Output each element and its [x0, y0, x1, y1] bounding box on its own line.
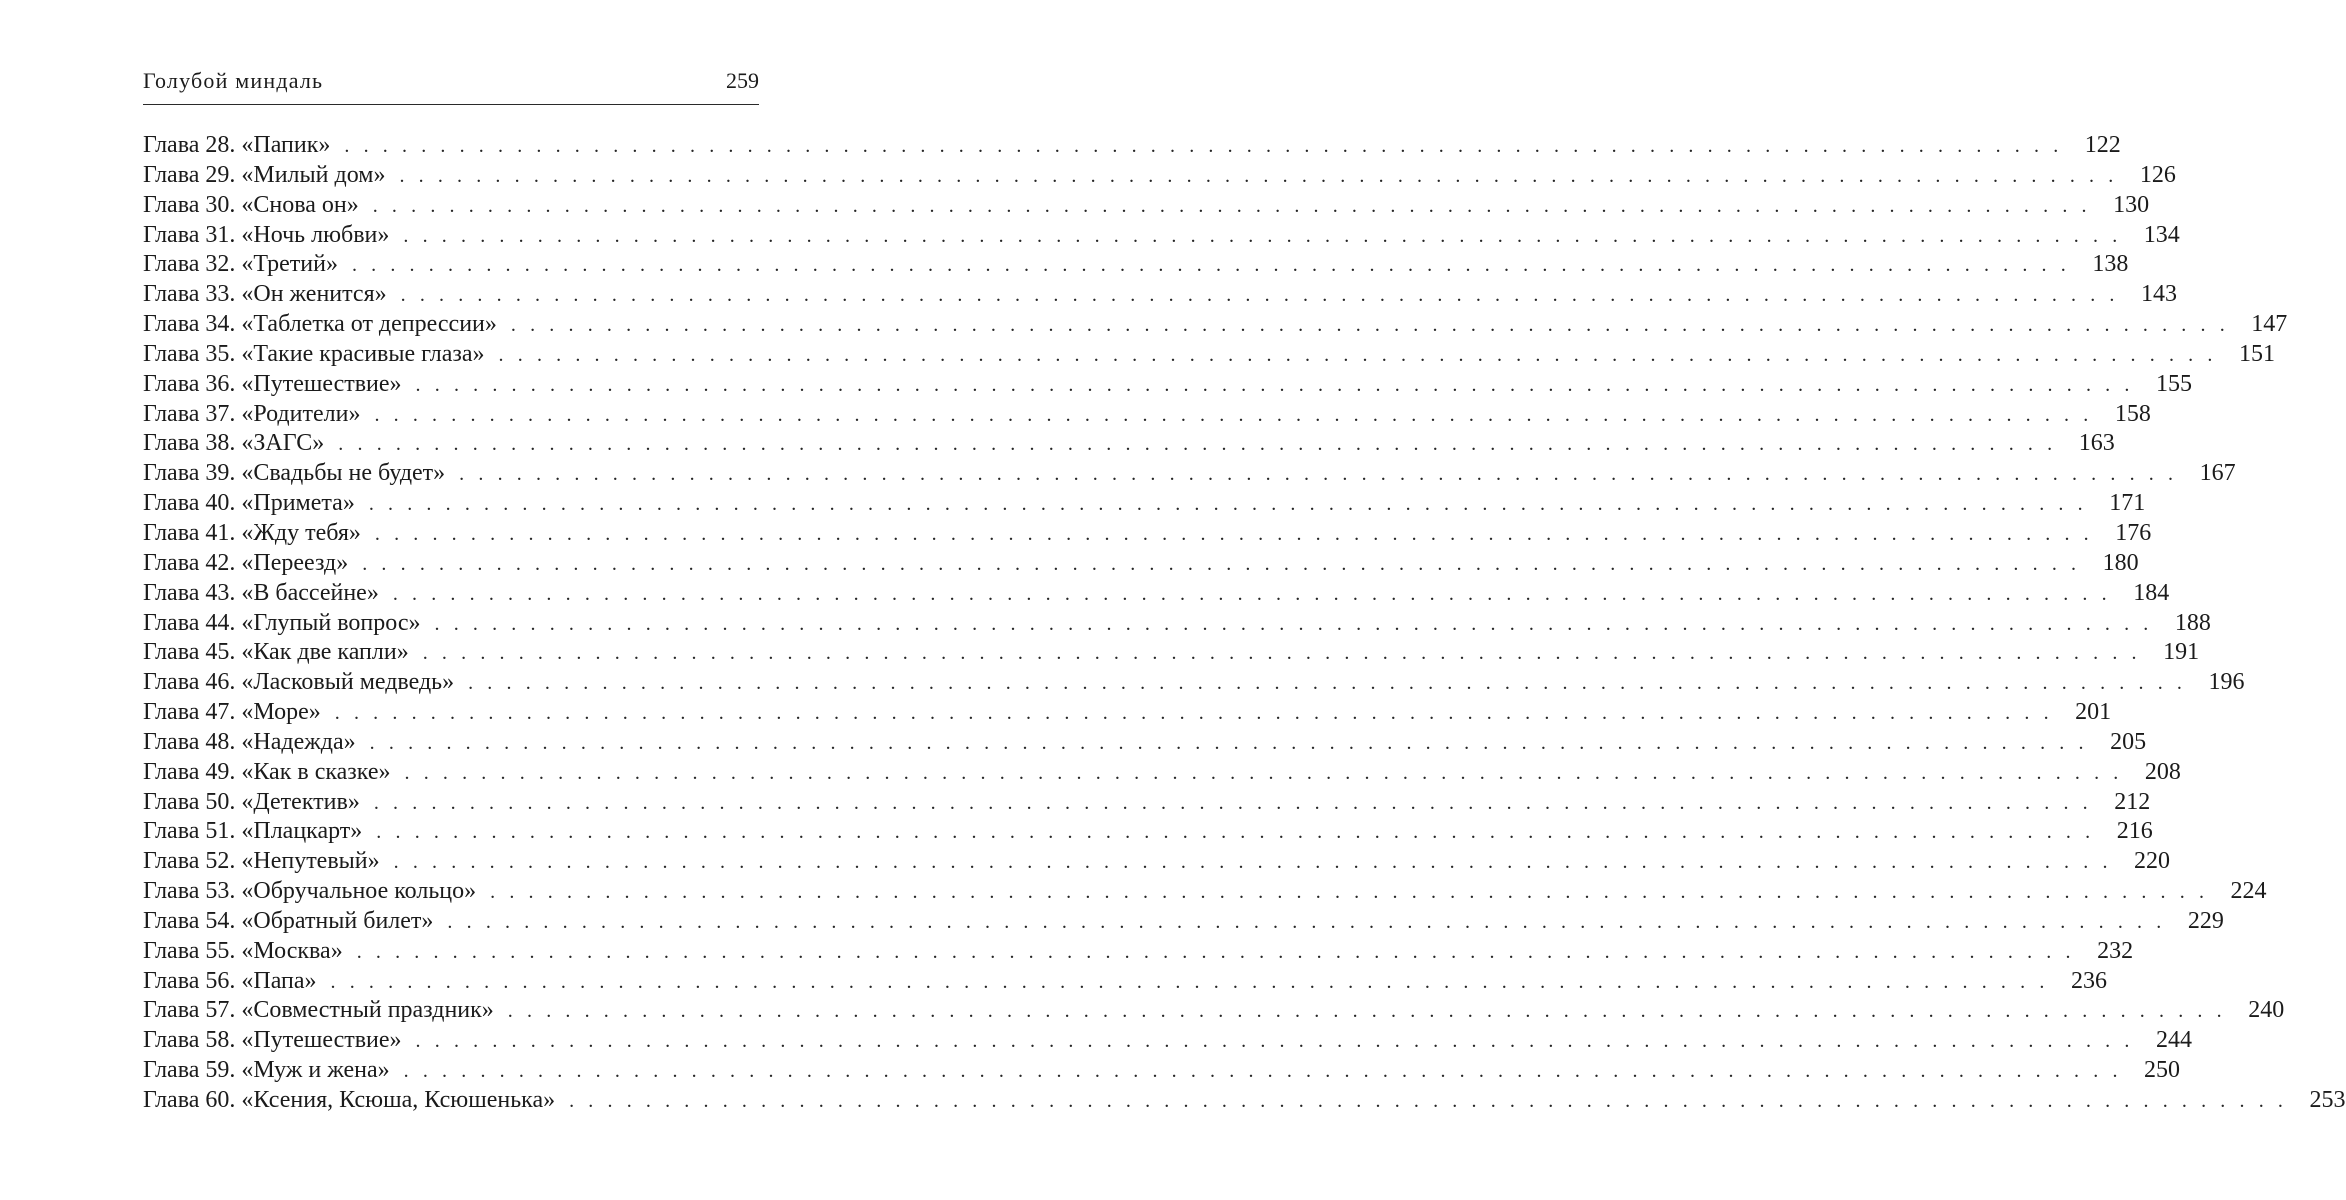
- toc-entry: [143, 728, 2147, 758]
- chapter-title: Глава 37. «Родители»: [143, 400, 361, 427]
- chapter-title: Глава 44. «Глупый вопрос»: [143, 609, 421, 636]
- dot-leader: . . . . . . . . . . . . . . . . . . . . . . . . . . . . . . . . . . . . . . . . . . . . . . . . . . . . . . . . . . . . . . . . . . . . . . . . . . . . . . . . . . . . . . . . . .: [498, 343, 2217, 366]
- chapter-page-number: 147: [2251, 311, 2288, 338]
- toc-entry: [143, 549, 2139, 579]
- chapter-title: Глава 34. «Таблетка от депрессии»: [143, 311, 497, 338]
- chapter-page-number: 229: [2187, 907, 2224, 934]
- dot-leader: . . . . . . . . . . . . . . . . . . . . . . . . . . . . . . . . . . . . . . . . . . . . . . . . . . . . . . . . . . . . . . . . . . . . . . . . . . . . . . . . . . . . . . . . . .: [422, 642, 2142, 665]
- chapter-page-number: 167: [2199, 460, 2236, 487]
- chapter-title: Глава 50. «Детектив»: [143, 788, 360, 815]
- table-of-contents: [143, 131, 2346, 1116]
- toc-entry: [143, 459, 2236, 489]
- chapter-title: Глава 58. «Путешествие»: [143, 1027, 402, 1054]
- chapter-title: Глава 54. «Обратный билет»: [143, 907, 434, 934]
- toc-entry: [143, 1086, 2346, 1116]
- chapter-title: Глава 55. «Москва»: [143, 937, 343, 964]
- chapter-page-number: 163: [2078, 430, 2115, 457]
- chapter-title: Глава 59. «Муж и жена»: [143, 1057, 390, 1084]
- dot-leader: . . . . . . . . . . . . . . . . . . . . . . . . . . . . . . . . . . . . . . . . . . . . . . . . . . . . . . . . . . . . . . . . . . . . . . . . . . . . . . . . . . . . . . . . . .: [459, 463, 2178, 486]
- toc-entry: [143, 191, 2150, 221]
- chapter-page-number: 236: [2070, 967, 2107, 994]
- dot-leader: . . . . . . . . . . . . . . . . . . . . . . . . . . . . . . . . . . . . . . . . . . . . . . . . . . . . . . . . . . . . . . . . . . . . . . . . . . . . . . . . . . . . . . . . . .: [507, 1000, 2227, 1023]
- chapter-page-number: 253: [2309, 1087, 2346, 1113]
- chapter-title: Глава 46. «Ласковый медведь»: [143, 669, 455, 696]
- dot-leader: . . . . . . . . . . . . . . . . . . . . . . . . . . . . . . . . . . . . . . . . . . . . . . . . . . . . . . . . . . . . . . . . . . . . . . . . . . . . . . . . . . . . . . . . . .: [374, 403, 2093, 426]
- chapter-page-number: 180: [2102, 549, 2139, 576]
- dot-leader: . . . . . . . . . . . . . . . . . . . . . . . . . . . . . . . . . . . . . . . . . . . . . . . . . . . . . . . . . . . . . . . . . . . . . . . . . . . . . . . . . . . . . . . . . .: [434, 612, 2153, 635]
- dot-leader: . . . . . . . . . . . . . . . . . . . . . . . . . . . . . . . . . . . . . . . . . . . . . . . . . . . . . . . . . . . . . . . . . . . . . . . . . . . . . . . . . . . . . . . . . .: [372, 194, 2092, 217]
- toc-entry: [143, 698, 2112, 728]
- dot-leader: . . . . . . . . . . . . . . . . . . . . . . . . . . . . . . . . . . . . . . . . . . . . . . . . . . . . . . . . . . . . . . . . . . . . . . . . . . . . . . . . . . . . . . . . . .: [344, 135, 2063, 157]
- toc-entry: [143, 788, 2151, 818]
- chapter-page-number: 138: [2092, 251, 2129, 278]
- dot-leader: . . . . . . . . . . . . . . . . . . . . . . . . . . . . . . . . . . . . . . . . . . . . . . . . . . . . . . . . . . . . . . . . . . . . . . . . . . . . . . . . . . . . . . . . . .: [369, 731, 2089, 754]
- toc-entry: [143, 1056, 2181, 1086]
- chapter-title: Глава 32. «Третий»: [143, 251, 338, 278]
- chapter-title: Глава 60. «Ксения, Ксюша, Ксюшенька»: [143, 1087, 556, 1113]
- chapter-page-number: 126: [2139, 161, 2176, 188]
- chapter-title: Глава 41. «Жду тебя»: [143, 519, 361, 546]
- chapter-page-number: 244: [2155, 1027, 2192, 1054]
- dot-leader: . . . . . . . . . . . . . . . . . . . . . . . . . . . . . . . . . . . . . . . . . . . . . . . . . . . . . . . . . . . . . . . . . . . . . . . . . . . . . . . . . . . . . . . . . .: [330, 970, 2049, 993]
- toc-entry: [143, 668, 2245, 698]
- toc-entry: [143, 489, 2146, 519]
- chapter-title: Глава 39. «Свадьбы не будет»: [143, 460, 446, 487]
- dot-leader: . . . . . . . . . . . . . . . . . . . . . . . . . . . . . . . . . . . . . . . . . . . . . . . . . . . . . . . . . . . . . . . . . . . . . . . . . . . . . . . . . . . . . . . . . .: [392, 582, 2112, 605]
- chapter-page-number: 220: [2134, 848, 2171, 875]
- chapter-title: Глава 43. «В бассейне»: [143, 579, 379, 606]
- dot-leader: . . . . . . . . . . . . . . . . . . . . . . . . . . . . . . . . . . . . . . . . . . . . . . . . . . . . . . . . . . . . . . . . . . . . . . . . . . . . . . . . . . . . . . . . . .: [368, 493, 2088, 516]
- toc-entry: [143, 758, 2181, 788]
- toc-entry: [143, 907, 2224, 937]
- chapter-page-number: 196: [2208, 669, 2245, 696]
- toc-entry: [143, 221, 2180, 251]
- chapter-title: Глава 30. «Снова он»: [143, 191, 359, 218]
- chapter-title: Глава 49. «Как в сказке»: [143, 758, 391, 785]
- chapter-title: Глава 48. «Надежда»: [143, 728, 356, 755]
- toc-entry: [143, 847, 2171, 877]
- chapter-page-number: 201: [2075, 699, 2112, 726]
- dot-leader: . . . . . . . . . . . . . . . . . . . . . . . . . . . . . . . . . . . . . . . . . . . . . . . . . . . . . . . . . . . . . . . . . . . . . . . . . . . . . . . . . . . . . . . . . .: [356, 940, 2076, 963]
- dot-leader: . . . . . . . . . . . . . . . . . . . . . . . . . . . . . . . . . . . . . . . . . . . . . . . . . . . . . . . . . . . . . . . . . . . . . . . . . . . . . . . . . . . . . . . . . .: [404, 761, 2123, 784]
- dot-leader: . . . . . . . . . . . . . . . . . . . . . . . . . . . . . . . . . . . . . . . . . . . . . . . . . . . . . . . . . . . . . . . . . . . . . . . . . . . . . . . . . . . . . . . . . .: [400, 284, 2120, 307]
- dot-leader: . . . . . . . . . . . . . . . . . . . . . . . . . . . . . . . . . . . . . . . . . . . . . . . . . . . . . . . . . . . . . . . . . . . . . . . . . . . . . . . . . . . . . . . . . .: [334, 702, 2054, 725]
- chapter-page-number: 176: [2115, 519, 2152, 546]
- chapter-title: Глава 35. «Такие красивые глаза»: [143, 340, 485, 367]
- toc-entry: [143, 519, 2152, 549]
- chapter-title: Глава 57. «Совместный праздник»: [143, 997, 494, 1024]
- chapter-page-number: 188: [2174, 609, 2211, 636]
- dot-leader: . . . . . . . . . . . . . . . . . . . . . . . . . . . . . . . . . . . . . . . . . . . . . . . . . . . . . . . . . . . . . . . . . . . . . . . . . . . . . . . . . . . . . . . . . .: [403, 224, 2122, 247]
- dot-leader: . . . . . . . . . . . . . . . . . . . . . . . . . . . . . . . . . . . . . . . . . . . . . . . . . . . . . . . . . . . . . . . . . . . . . . . . . . . . . . . . . . . . . . . . . .: [399, 164, 2118, 187]
- dot-leader: . . . . . . . . . . . . . . . . . . . . . . . . . . . . . . . . . . . . . . . . . . . . . . . . . . . . . . . . . . . . . . . . . . . . . . . . . . . . . . . . . . . . . . . . . .: [490, 881, 2209, 904]
- toc-entry: [143, 937, 2134, 967]
- chapter-page-number: 134: [2143, 221, 2180, 248]
- dot-leader: . . . . . . . . . . . . . . . . . . . . . . . . . . . . . . . . . . . . . . . . . . . . . . . . . . . . . . . . . . . . . . . . . . . . . . . . . . . . . . . . . . . . . . . . . .: [510, 314, 2230, 337]
- chapter-title: Глава 45. «Как две капли»: [143, 639, 409, 666]
- dot-leader: . . . . . . . . . . . . . . . . . . . . . . . . . . . . . . . . . . . . . . . . . . . . . . . . . . . . . . . . . . . . . . . . . . . . . . . . . . . . . . . . . . . . . . . . . .: [415, 373, 2134, 396]
- chapter-page-number: 212: [2114, 788, 2151, 815]
- page-number: 259: [726, 68, 759, 93]
- toc-entry: [143, 340, 2275, 370]
- dot-leader: . . . . . . . . . . . . . . . . . . . . . . . . . . . . . . . . . . . . . . . . . . . . . . . . . . . . . . . . . . . . . . . . . . . . . . . . . . . . . . . . . . . . . . . . . .: [393, 851, 2113, 874]
- toc-entry: [143, 609, 2211, 639]
- chapter-page-number: 232: [2097, 937, 2134, 964]
- chapter-title: Глава 47. «Море»: [143, 699, 321, 726]
- toc-entry: [143, 310, 2288, 340]
- dot-leader: . . . . . . . . . . . . . . . . . . . . . . . . . . . . . . . . . . . . . . . . . . . . . . . . . . . . . . . . . . . . . . . . . . . . . . . . . . . . . . . . . . . . . . . . . .: [374, 522, 2094, 545]
- dot-leader: . . . . . . . . . . . . . . . . . . . . . . . . . . . . . . . . . . . . . . . . . . . . . . . . . . . . . . . . . . . . . . . . . . . . . . . . . . . . . . . . . . . . . . . . . .: [338, 433, 2057, 456]
- dot-leader: . . . . . . . . . . . . . . . . . . . . . . . . . . . . . . . . . . . . . . . . . . . . . . . . . . . . . . . . . . . . . . . . . . . . . . . . . . . . . . . . . . . . . . . . . .: [569, 1090, 2288, 1112]
- chapter-page-number: 184: [2133, 579, 2170, 606]
- chapter-page-number: 250: [2144, 1057, 2181, 1084]
- chapter-page-number: 151: [2238, 340, 2275, 367]
- chapter-page-number: 171: [2109, 490, 2146, 517]
- chapter-page-number: 122: [2084, 132, 2121, 158]
- chapter-title: Глава 38. «ЗАГС»: [143, 430, 325, 457]
- chapter-page-number: 224: [2230, 878, 2267, 905]
- chapter-title: Глава 29. «Милый дом»: [143, 161, 386, 188]
- chapter-page-number: 158: [2114, 400, 2151, 427]
- toc-entry: [143, 161, 2176, 191]
- dot-leader: . . . . . . . . . . . . . . . . . . . . . . . . . . . . . . . . . . . . . . . . . . . . . . . . . . . . . . . . . . . . . . . . . . . . . . . . . . . . . . . . . . . . . . . . . .: [351, 254, 2071, 277]
- toc-entry: [143, 370, 2192, 400]
- toc-entry: [143, 579, 2170, 609]
- chapter-title: Глава 33. «Он женится»: [143, 281, 387, 308]
- chapter-page-number: 130: [2113, 191, 2150, 218]
- toc-entry: [143, 250, 2129, 280]
- chapter-page-number: 143: [2141, 281, 2178, 308]
- dot-leader: . . . . . . . . . . . . . . . . . . . . . . . . . . . . . . . . . . . . . . . . . . . . . . . . . . . . . . . . . . . . . . . . . . . . . . . . . . . . . . . . . . . . . . . . . .: [362, 552, 2081, 575]
- toc-entry: [143, 280, 2178, 310]
- chapter-page-number: 216: [2116, 818, 2153, 845]
- chapter-page-number: 205: [2110, 728, 2147, 755]
- chapter-title: Глава 51. «Плацкарт»: [143, 818, 363, 845]
- toc-entry: [143, 131, 2121, 161]
- chapter-title: Глава 28. «Папик»: [143, 132, 331, 158]
- dot-leader: . . . . . . . . . . . . . . . . . . . . . . . . . . . . . . . . . . . . . . . . . . . . . . . . . . . . . . . . . . . . . . . . . . . . . . . . . . . . . . . . . . . . . . . . . .: [447, 910, 2166, 933]
- dot-leader: . . . . . . . . . . . . . . . . . . . . . . . . . . . . . . . . . . . . . . . . . . . . . . . . . . . . . . . . . . . . . . . . . . . . . . . . . . . . . . . . . . . . . . . . . .: [403, 1060, 2123, 1083]
- chapter-page-number: 155: [2155, 370, 2192, 397]
- chapter-page-number: 240: [2248, 997, 2285, 1024]
- dot-leader: . . . . . . . . . . . . . . . . . . . . . . . . . . . . . . . . . . . . . . . . . . . . . . . . . . . . . . . . . . . . . . . . . . . . . . . . . . . . . . . . . . . . . . . . . .: [376, 821, 2095, 844]
- chapter-page-number: 191: [2163, 639, 2200, 666]
- toc-entry: [143, 638, 2200, 668]
- dot-leader: . . . . . . . . . . . . . . . . . . . . . . . . . . . . . . . . . . . . . . . . . . . . . . . . . . . . . . . . . . . . . . . . . . . . . . . . . . . . . . . . . . . . . . . . . .: [468, 672, 2187, 695]
- chapter-page-number: 208: [2144, 758, 2181, 785]
- chapter-title: Глава 52. «Непутевый»: [143, 848, 380, 875]
- toc-entry: [143, 877, 2267, 907]
- dot-leader: . . . . . . . . . . . . . . . . . . . . . . . . . . . . . . . . . . . . . . . . . . . . . . . . . . . . . . . . . . . . . . . . . . . . . . . . . . . . . . . . . . . . . . . . . .: [373, 791, 2093, 814]
- dot-leader: . . . . . . . . . . . . . . . . . . . . . . . . . . . . . . . . . . . . . . . . . . . . . . . . . . . . . . . . . . . . . . . . . . . . . . . . . . . . . . . . . . . . . . . . . .: [415, 1030, 2134, 1053]
- chapter-title: Глава 53. «Обручальное кольцо»: [143, 878, 477, 905]
- toc-entry: [143, 400, 2151, 430]
- toc-entry: [143, 967, 2107, 997]
- toc-entry: [143, 817, 2153, 847]
- running-header: [143, 62, 759, 105]
- toc-entry: [143, 1026, 2192, 1056]
- chapter-title: Глава 56. «Папа»: [143, 967, 317, 994]
- chapter-title: Глава 40. «Примета»: [143, 490, 355, 517]
- toc-entry: [143, 429, 2115, 459]
- chapter-title: Глава 42. «Переезд»: [143, 549, 349, 576]
- toc-entry: [143, 996, 2285, 1026]
- chapter-title: Глава 36. «Путешествие»: [143, 370, 402, 397]
- chapter-title: Глава 31. «Ночь любви»: [143, 221, 390, 248]
- book-title: Голубой миндаль: [143, 68, 324, 93]
